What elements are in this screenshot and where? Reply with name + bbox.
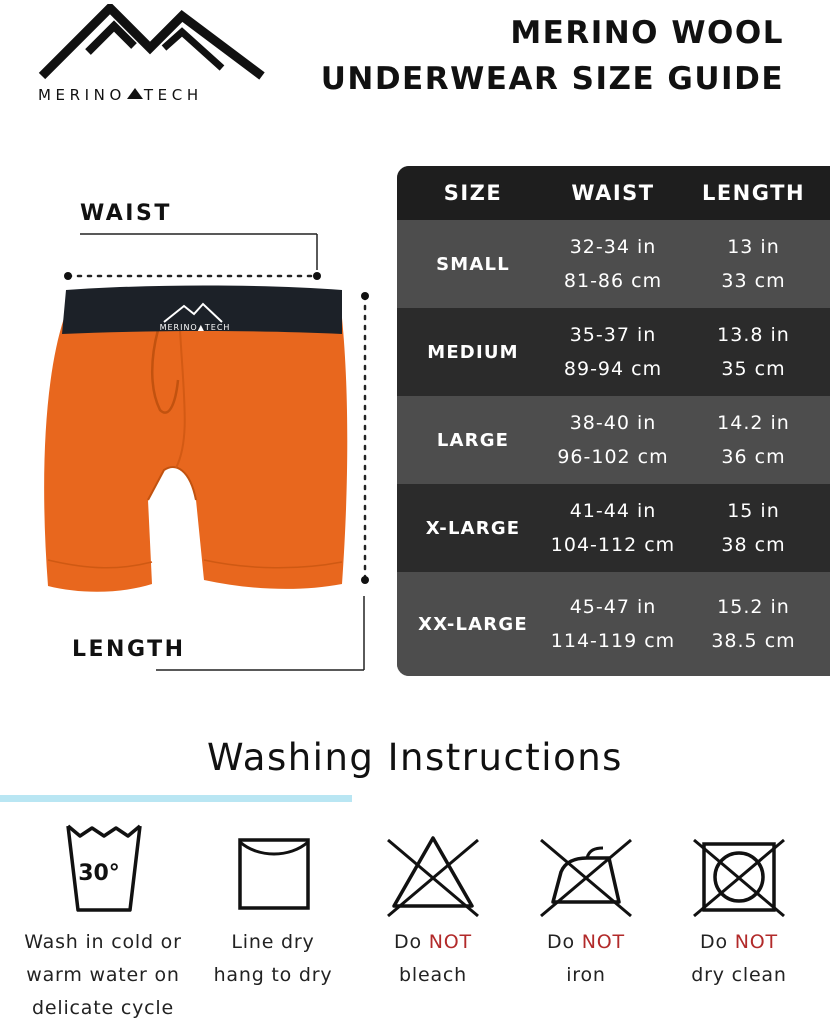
svg-text:30°: 30° [78, 861, 120, 886]
size-name: LARGE [436, 429, 510, 451]
size-name: SMALL [436, 253, 510, 275]
washing-title: Washing Instructions [207, 736, 623, 779]
waist-value: 41-44 in 104-112 cm [550, 500, 676, 556]
wash-instruction-item [18, 818, 188, 1024]
no-dry-clean-icon [684, 818, 794, 918]
wash-text-line: delicate cycle [32, 997, 174, 1019]
length-value: 13 in 33 cm [721, 236, 786, 292]
table-row [397, 484, 830, 572]
size-name: XX-LARGE [418, 613, 528, 635]
table-row [397, 220, 830, 308]
length-value: 15.2 in 38.5 cm [711, 596, 796, 652]
wash-instruction-item [188, 818, 358, 992]
merinotech-logo [36, 4, 271, 104]
mountain-logo-icon [36, 4, 271, 84]
wash-text-line: Wash in cold or [24, 931, 182, 953]
table-row [397, 308, 830, 396]
wash-30-icon [58, 818, 148, 918]
length-value: 14.2 in 36 cm [717, 412, 790, 468]
size-name: MEDIUM [427, 341, 519, 363]
table-row [397, 572, 830, 676]
boxer-shorts-body [44, 318, 347, 592]
accent-bar [0, 795, 352, 802]
length-value: 13.8 in 35 cm [717, 324, 790, 380]
page-title: MERINO WOOL UNDERWEAR SIZE GUIDE [320, 15, 784, 97]
table-row [397, 396, 830, 484]
wash-text-line: Line dry [231, 931, 315, 953]
wash-instruction-item [348, 818, 518, 992]
wash-text-line: Do NOT [700, 931, 778, 953]
wash-text-line: Do NOT [547, 931, 625, 953]
length-value: 15 in 38 cm [721, 500, 786, 556]
brand-name: MERINO TECH [38, 86, 203, 104]
wash-text-line: Do NOT [394, 931, 472, 953]
waist-value: 45-47 in 114-119 cm [550, 596, 676, 652]
waist-value: 38-40 in 96-102 cm [557, 412, 669, 468]
no-iron-icon [531, 818, 641, 918]
no-bleach-icon [378, 818, 488, 918]
header-length: LENGTH [701, 181, 806, 205]
wash-text-line: hang to dry [213, 964, 333, 986]
underwear-diagram [0, 220, 390, 680]
line-dry-icon [228, 818, 318, 918]
header-waist: WAIST [571, 181, 655, 205]
waistband-logo: MERINO▲TECH [159, 323, 231, 332]
wash-text-line: warm water on [26, 964, 180, 986]
waist-value: 35-37 in 89-94 cm [563, 324, 663, 380]
waist-label: WAIST [80, 201, 172, 226]
wash-instruction-item [501, 818, 671, 992]
table-header [397, 166, 830, 220]
size-table [397, 166, 830, 676]
length-label: LENGTH [72, 637, 186, 662]
waist-value: 32-34 in 81-86 cm [563, 236, 663, 292]
size-name: X-LARGE [425, 517, 521, 539]
wash-text-line: bleach [399, 964, 467, 986]
wash-text-line: iron [566, 964, 606, 986]
wash-instruction-item [654, 818, 824, 992]
wash-text-line: dry clean [691, 964, 787, 986]
header-size: SIZE [443, 181, 503, 205]
